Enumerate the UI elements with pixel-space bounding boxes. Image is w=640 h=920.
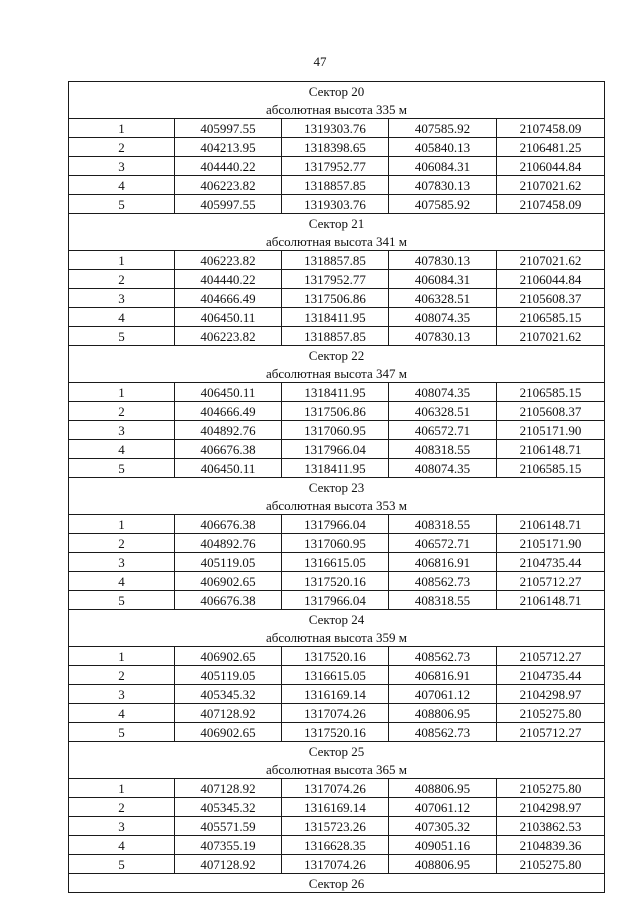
point-number: 5	[69, 723, 175, 742]
table-row	[69, 723, 605, 742]
x1-coordinate: 404892.76	[175, 421, 282, 440]
x2-coordinate: 408562.73	[389, 723, 497, 742]
y2-coordinate: 2105275.80	[497, 779, 605, 798]
point-number: 5	[69, 591, 175, 610]
y2-coordinate: 2107021.62	[497, 327, 605, 346]
point-number: 4	[69, 572, 175, 591]
x2-coordinate: 408318.55	[389, 591, 497, 610]
y2-coordinate: 2106481.25	[497, 138, 605, 157]
point-number: 4	[69, 176, 175, 195]
x2-coordinate: 406084.31	[389, 157, 497, 176]
sector-title: Сектор 24	[69, 610, 605, 629]
y2-coordinate: 2105171.90	[497, 421, 605, 440]
sector-title-row	[69, 742, 605, 761]
table-row	[69, 383, 605, 402]
sector-altitude-row	[69, 628, 605, 647]
table-row	[69, 176, 605, 195]
y2-coordinate: 2106585.15	[497, 383, 605, 402]
y1-coordinate: 1317952.77	[282, 157, 389, 176]
x1-coordinate: 407355.19	[175, 836, 282, 855]
sector-title-row	[69, 874, 605, 893]
x2-coordinate: 406328.51	[389, 402, 497, 421]
table-row	[69, 779, 605, 798]
y2-coordinate: 2104839.36	[497, 836, 605, 855]
y1-coordinate: 1317506.86	[282, 289, 389, 308]
x2-coordinate: 408806.95	[389, 779, 497, 798]
point-number: 2	[69, 138, 175, 157]
point-number: 5	[69, 327, 175, 346]
y2-coordinate: 2106148.71	[497, 591, 605, 610]
table-row	[69, 855, 605, 874]
y2-coordinate: 2106148.71	[497, 515, 605, 534]
sector-altitude: абсолютная высота 347 м	[69, 364, 605, 383]
y1-coordinate: 1318398.65	[282, 138, 389, 157]
point-number: 1	[69, 779, 175, 798]
y1-coordinate: 1317074.26	[282, 704, 389, 723]
y1-coordinate: 1319303.76	[282, 195, 389, 214]
x2-coordinate: 407585.92	[389, 119, 497, 138]
point-number: 5	[69, 459, 175, 478]
x1-coordinate: 407128.92	[175, 855, 282, 874]
y2-coordinate: 2107021.62	[497, 251, 605, 270]
y1-coordinate: 1318857.85	[282, 327, 389, 346]
sector-title: Сектор 26	[69, 874, 605, 893]
table-row	[69, 666, 605, 685]
y1-coordinate: 1318411.95	[282, 383, 389, 402]
x2-coordinate: 406084.31	[389, 270, 497, 289]
sector-title-row	[69, 82, 605, 101]
x1-coordinate: 406902.65	[175, 647, 282, 666]
y2-coordinate: 2106585.15	[497, 308, 605, 327]
point-number: 3	[69, 421, 175, 440]
y1-coordinate: 1318857.85	[282, 251, 389, 270]
x1-coordinate: 404440.22	[175, 270, 282, 289]
x1-coordinate: 404666.49	[175, 289, 282, 308]
table-row	[69, 572, 605, 591]
table-row	[69, 327, 605, 346]
y1-coordinate: 1317506.86	[282, 402, 389, 421]
x2-coordinate: 408318.55	[389, 440, 497, 459]
y2-coordinate: 2105712.27	[497, 572, 605, 591]
x2-coordinate: 408318.55	[389, 515, 497, 534]
x1-coordinate: 404892.76	[175, 534, 282, 553]
table-row	[69, 553, 605, 572]
y2-coordinate: 2104735.44	[497, 666, 605, 685]
y1-coordinate: 1316615.05	[282, 553, 389, 572]
point-number: 2	[69, 402, 175, 421]
table-row	[69, 308, 605, 327]
y2-coordinate: 2106585.15	[497, 459, 605, 478]
table-row	[69, 195, 605, 214]
point-number: 2	[69, 270, 175, 289]
x1-coordinate: 404440.22	[175, 157, 282, 176]
x2-coordinate: 408074.35	[389, 308, 497, 327]
table-row	[69, 270, 605, 289]
x2-coordinate: 407305.32	[389, 817, 497, 836]
x2-coordinate: 407061.12	[389, 798, 497, 817]
point-number: 1	[69, 119, 175, 138]
y2-coordinate: 2104735.44	[497, 553, 605, 572]
point-number: 5	[69, 855, 175, 874]
point-number: 3	[69, 289, 175, 308]
y1-coordinate: 1316169.14	[282, 685, 389, 704]
x1-coordinate: 406676.38	[175, 440, 282, 459]
point-number: 2	[69, 666, 175, 685]
sector-altitude-row	[69, 364, 605, 383]
point-number: 4	[69, 440, 175, 459]
sector-title-row	[69, 478, 605, 497]
y2-coordinate: 2105608.37	[497, 402, 605, 421]
y1-coordinate: 1316628.35	[282, 836, 389, 855]
x1-coordinate: 405571.59	[175, 817, 282, 836]
point-number: 4	[69, 308, 175, 327]
y1-coordinate: 1319303.76	[282, 119, 389, 138]
y1-coordinate: 1315723.26	[282, 817, 389, 836]
y1-coordinate: 1317966.04	[282, 440, 389, 459]
x1-coordinate: 406676.38	[175, 591, 282, 610]
y2-coordinate: 2104298.97	[497, 685, 605, 704]
table-row	[69, 251, 605, 270]
table-row	[69, 685, 605, 704]
y2-coordinate: 2107458.09	[497, 119, 605, 138]
sector-title: Сектор 20	[69, 82, 605, 101]
sector-title: Сектор 22	[69, 346, 605, 365]
table-row	[69, 591, 605, 610]
table-row	[69, 421, 605, 440]
table-row	[69, 402, 605, 421]
x1-coordinate: 404666.49	[175, 402, 282, 421]
table-row	[69, 798, 605, 817]
table-row	[69, 515, 605, 534]
sector-altitude-row	[69, 496, 605, 515]
table-row	[69, 157, 605, 176]
table-row	[69, 647, 605, 666]
point-number: 5	[69, 195, 175, 214]
sector-title: Сектор 23	[69, 478, 605, 497]
sector-title-row	[69, 610, 605, 629]
y1-coordinate: 1317060.95	[282, 534, 389, 553]
table-row	[69, 440, 605, 459]
sector-altitude: абсолютная высота 359 м	[69, 628, 605, 647]
x1-coordinate: 406223.82	[175, 251, 282, 270]
y2-coordinate: 2106044.84	[497, 270, 605, 289]
y1-coordinate: 1317966.04	[282, 591, 389, 610]
y2-coordinate: 2105275.80	[497, 855, 605, 874]
x2-coordinate: 408562.73	[389, 647, 497, 666]
sector-altitude: абсолютная высота 335 м	[69, 100, 605, 119]
y2-coordinate: 2103862.53	[497, 817, 605, 836]
y2-coordinate: 2105712.27	[497, 647, 605, 666]
x1-coordinate: 405345.32	[175, 798, 282, 817]
x1-coordinate: 405345.32	[175, 685, 282, 704]
x2-coordinate: 407830.13	[389, 251, 497, 270]
x2-coordinate: 408074.35	[389, 459, 497, 478]
x1-coordinate: 406450.11	[175, 383, 282, 402]
x1-coordinate: 406902.65	[175, 572, 282, 591]
x1-coordinate: 405997.55	[175, 195, 282, 214]
x2-coordinate: 409051.16	[389, 836, 497, 855]
y2-coordinate: 2105275.80	[497, 704, 605, 723]
y1-coordinate: 1317074.26	[282, 855, 389, 874]
sector-title-row	[69, 214, 605, 233]
y2-coordinate: 2105608.37	[497, 289, 605, 308]
y1-coordinate: 1317520.16	[282, 723, 389, 742]
y2-coordinate: 2105712.27	[497, 723, 605, 742]
point-number: 1	[69, 515, 175, 534]
table-row	[69, 836, 605, 855]
point-number: 4	[69, 704, 175, 723]
x1-coordinate: 405119.05	[175, 553, 282, 572]
sector-title: Сектор 25	[69, 742, 605, 761]
sector-title-row	[69, 346, 605, 365]
point-number: 3	[69, 685, 175, 704]
x2-coordinate: 408806.95	[389, 704, 497, 723]
point-number: 1	[69, 251, 175, 270]
table-row	[69, 704, 605, 723]
point-number: 2	[69, 798, 175, 817]
x1-coordinate: 406223.82	[175, 176, 282, 195]
x1-coordinate: 404213.95	[175, 138, 282, 157]
x2-coordinate: 406816.91	[389, 666, 497, 685]
y1-coordinate: 1317060.95	[282, 421, 389, 440]
y2-coordinate: 2106148.71	[497, 440, 605, 459]
point-number: 1	[69, 647, 175, 666]
table-row	[69, 289, 605, 308]
x1-coordinate: 407128.92	[175, 779, 282, 798]
table-row	[69, 817, 605, 836]
y1-coordinate: 1316615.05	[282, 666, 389, 685]
y2-coordinate: 2104298.97	[497, 798, 605, 817]
x2-coordinate: 406572.71	[389, 421, 497, 440]
x2-coordinate: 407830.13	[389, 176, 497, 195]
x1-coordinate: 406223.82	[175, 327, 282, 346]
x2-coordinate: 406572.71	[389, 534, 497, 553]
x2-coordinate: 406816.91	[389, 553, 497, 572]
x2-coordinate: 408562.73	[389, 572, 497, 591]
x2-coordinate: 407585.92	[389, 195, 497, 214]
sector-coordinates-table	[68, 81, 605, 893]
point-number: 3	[69, 817, 175, 836]
sector-altitude-row	[69, 232, 605, 251]
sector-altitude: абсолютная высота 365 м	[69, 760, 605, 779]
y1-coordinate: 1317966.04	[282, 515, 389, 534]
y1-coordinate: 1317520.16	[282, 647, 389, 666]
x1-coordinate: 406902.65	[175, 723, 282, 742]
x2-coordinate: 407830.13	[389, 327, 497, 346]
x2-coordinate: 407061.12	[389, 685, 497, 704]
y1-coordinate: 1318857.85	[282, 176, 389, 195]
sector-altitude-row	[69, 100, 605, 119]
table-row	[69, 138, 605, 157]
y2-coordinate: 2106044.84	[497, 157, 605, 176]
sector-altitude-row	[69, 760, 605, 779]
point-number: 3	[69, 553, 175, 572]
table-row	[69, 459, 605, 478]
y1-coordinate: 1316169.14	[282, 798, 389, 817]
y1-coordinate: 1317520.16	[282, 572, 389, 591]
page-number: 47	[313, 54, 327, 69]
sector-altitude: абсолютная высота 341 м	[69, 232, 605, 251]
y2-coordinate: 2107458.09	[497, 195, 605, 214]
y1-coordinate: 1318411.95	[282, 308, 389, 327]
x2-coordinate: 408074.35	[389, 383, 497, 402]
sector-title: Сектор 21	[69, 214, 605, 233]
table-row	[69, 119, 605, 138]
x2-coordinate: 405840.13	[389, 138, 497, 157]
y1-coordinate: 1317952.77	[282, 270, 389, 289]
x2-coordinate: 406328.51	[389, 289, 497, 308]
x2-coordinate: 408806.95	[389, 855, 497, 874]
sector-altitude: абсолютная высота 353 м	[69, 496, 605, 515]
x1-coordinate: 406676.38	[175, 515, 282, 534]
x1-coordinate: 406450.11	[175, 308, 282, 327]
y1-coordinate: 1318411.95	[282, 459, 389, 478]
y2-coordinate: 2107021.62	[497, 176, 605, 195]
point-number: 1	[69, 383, 175, 402]
x1-coordinate: 405119.05	[175, 666, 282, 685]
y2-coordinate: 2105171.90	[497, 534, 605, 553]
point-number: 4	[69, 836, 175, 855]
point-number: 3	[69, 157, 175, 176]
x1-coordinate: 405997.55	[175, 119, 282, 138]
table-row	[69, 534, 605, 553]
point-number: 2	[69, 534, 175, 553]
y1-coordinate: 1317074.26	[282, 779, 389, 798]
x1-coordinate: 407128.92	[175, 704, 282, 723]
x1-coordinate: 406450.11	[175, 459, 282, 478]
